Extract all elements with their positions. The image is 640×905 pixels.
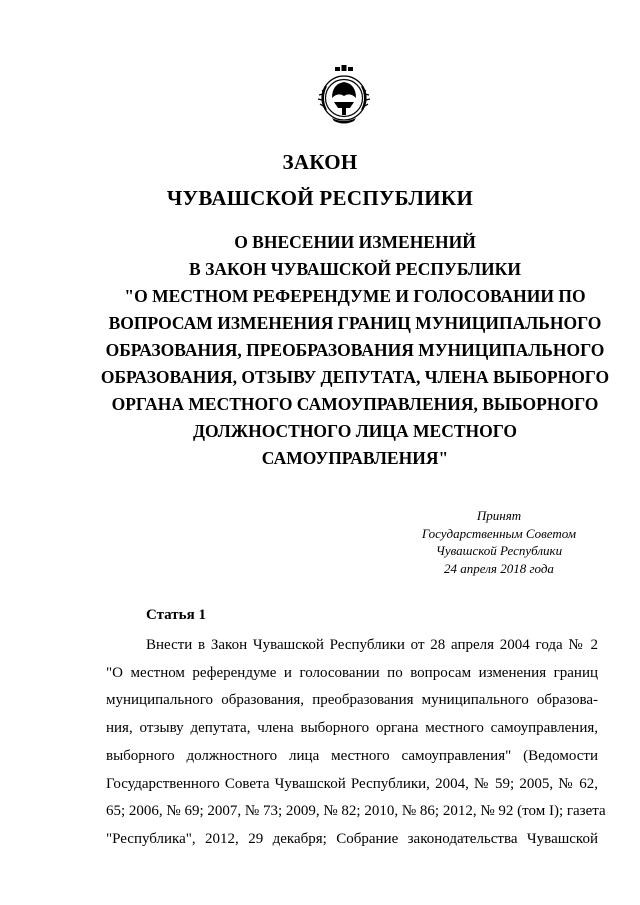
chuvash-republic-emblem-icon	[310, 62, 378, 130]
subject-line: "О МЕСТНОМ РЕФЕРЕНДУМЕ И ГОЛОСОВАНИИ ПО	[124, 286, 586, 306]
law-title-line-2: ЧУВАШСКОЙ РЕСПУБЛИКИ	[166, 186, 474, 210]
law-subject-title	[95, 229, 615, 472]
article-text-line: "Республика", 2012, 29 декабря; Собрание законодательства Чувашской	[106, 830, 598, 847]
article-text-line: 65; 2006, № 69; 2007, № 73; 2009, № 82; 2010, № 86; 2012, № 92 (том I); газета	[106, 803, 606, 820]
article-heading: Статья 1	[146, 607, 206, 623]
adoption-date: 24 апреля 2018 года	[444, 560, 554, 576]
article-text-line: ния, отзыву депутата, члена выборного органа местного самоуправления,	[106, 720, 598, 737]
subject-line: ОРГАНА МЕСТНОГО САМОУПРАВЛЕНИЯ, ВЫБОРНОГО	[111, 394, 599, 414]
subject-line: САМОУПРАВЛЕНИЯ"	[261, 448, 449, 468]
article-text-line: Государственного Совета Чувашской Республики, 2004, № 59; 2005, № 62,	[106, 775, 598, 792]
article-body	[106, 632, 606, 854]
subject-line: О ВНЕСЕНИИ ИЗМЕНЕНИЙ	[234, 232, 476, 252]
law-title-line-1: ЗАКОН	[282, 150, 358, 174]
subject-line: ДОЛЖНОСТНОГО ЛИЦА МЕСТНОГО	[192, 421, 518, 441]
article-text-line: "О местном референдуме и голосовании по вопросам изменения границ	[106, 664, 598, 681]
subject-line: ВОПРОСАМ ИЗМЕНЕНИЯ ГРАНИЦ МУНИЦИПАЛЬНОГО	[108, 313, 602, 333]
article-text-line: выборного должностного лица местного самоуправления" (Ведомости	[106, 747, 598, 764]
subject-line: В ЗАКОН ЧУВАШСКОЙ РЕСПУБЛИКИ	[189, 259, 521, 279]
adoption-line: Государственным Советом	[421, 525, 577, 541]
subject-line: ОБРАЗОВАНИЯ, ОТЗЫВУ ДЕПУТАТА, ЧЛЕНА ВЫБОРНОГО	[100, 367, 610, 387]
article-text-line: муниципального образования, преобразования муниципального образова-	[106, 692, 598, 709]
article-text-line: Внести в Закон Чувашской Республики от 28 апреля 2004 года № 2	[146, 637, 598, 653]
subject-line: ОБРАЗОВАНИЯ, ПРЕОБРАЗОВАНИЯ МУНИЦИПАЛЬНОГО	[105, 340, 605, 360]
adoption-note	[408, 507, 590, 577]
adoption-line: Принят	[476, 508, 522, 523]
adoption-line: Чувашской Республики	[435, 543, 563, 558]
